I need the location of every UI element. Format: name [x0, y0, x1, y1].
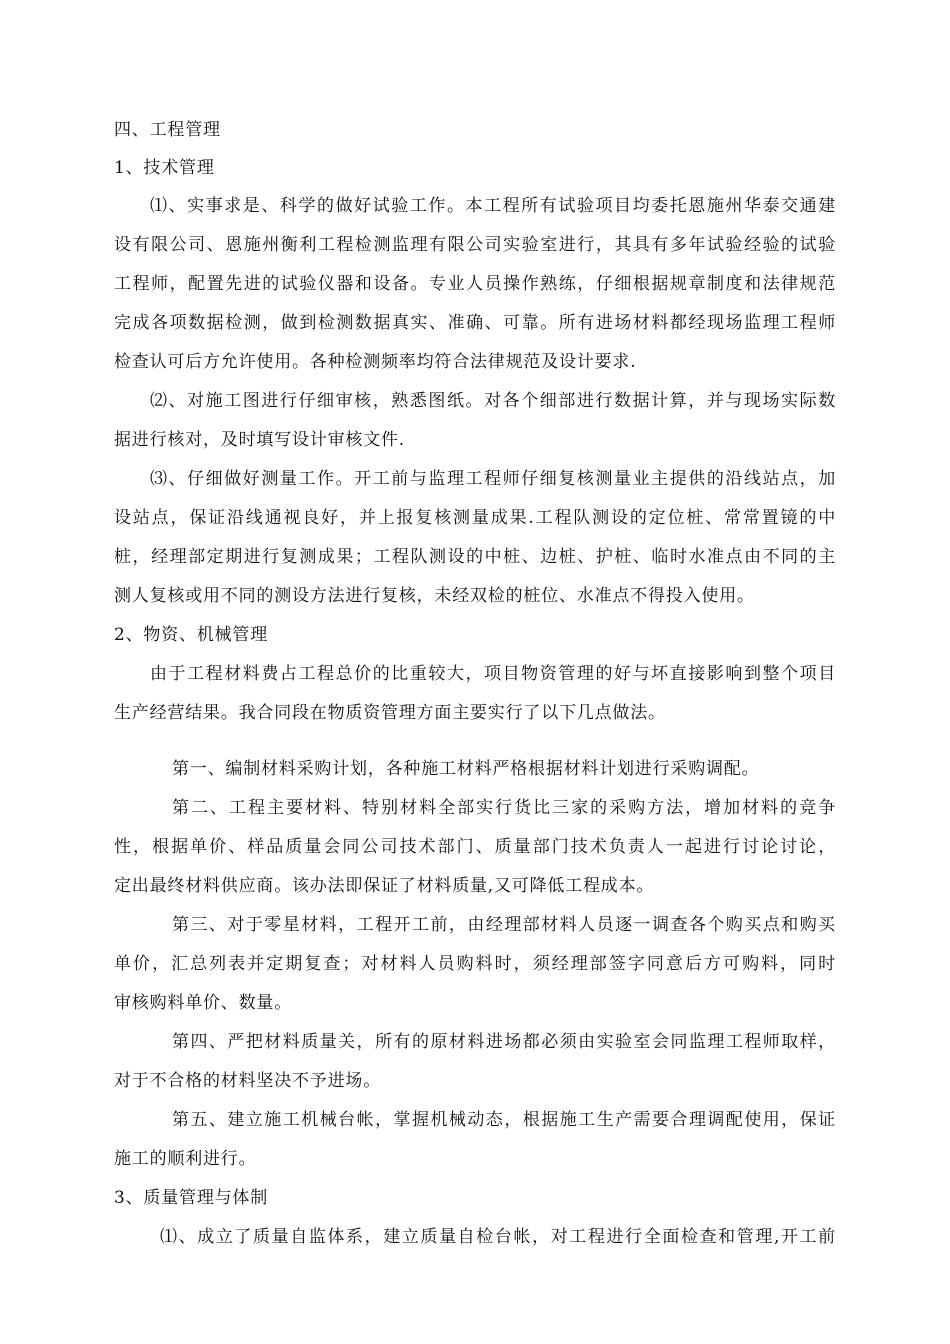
materials-item5-line: 施工的顺利进行。 — [114, 1149, 257, 1169]
materials-item3-line: 审核购料单价、数量。 — [114, 993, 292, 1013]
materials-intro-line: 由于工程材料费占工程总价的比重较大，项目物资管理的好与坏直接影响到整个项目 — [150, 664, 836, 684]
tech-p3-line: ⑶、仔细做好测量工作。开工前与监理工程师仔细复核测量业主提供的沿线站点，加 — [150, 469, 836, 489]
tech-p1-line: 设有限公司、恩施州衡利工程检测监理有限公司实验室进行，其具有多年试验经验的试验 — [114, 235, 836, 255]
tech-p1-line: 工程师，配置先进的试验仪器和设备。专业人员操作熟练，仔细根据规章制度和法律规范 — [114, 274, 836, 294]
tech-p1-line: 检查认可后方允许使用。各种检测频率均符合法律规范及设计要求. — [114, 352, 637, 372]
materials-item4-line: 第四、严把材料质量关，所有的原材料进场都必须由实验室会同监理工程师取样， — [172, 1032, 836, 1052]
tech-p1-line: ⑴、实事求是、科学的做好试验工作。本工程所有试验项目均委托恩施州华泰交通建 — [150, 196, 836, 216]
tech-p1-line: 完成各项数据检测，做到检测数据真实、准确、可靠。所有进场材料都经现场监理工程师 — [114, 313, 836, 333]
tech-p2-line: ⑵、对施工图进行仔细审核，熟悉图纸。对各个细部进行数据计算，并与现场实际数 — [150, 391, 836, 411]
tech-p3-line: 桩，经理部定期进行复测成果；工程队测设的中桩、边桩、护桩、临时水准点由不同的主 — [114, 547, 836, 567]
tech-p3-line: 测人复核或用不同的测设方法进行复核，未经双检的桩位、水准点不得投入使用。 — [114, 586, 755, 606]
heading-materials-management: 2、物资、机械管理 — [114, 625, 269, 645]
materials-item2-line: 定出最终材料供应商。该办法即保证了材料质量,又可降低工程成本。 — [114, 876, 655, 896]
materials-item2-line: 性，根据单价、样品质量会同公司技术部门、质量部门技术负责人一起进行讨论讨论， — [114, 837, 836, 857]
tech-p3-line: 设站点，保证沿线通视良好，并上报复核测量成果.工程队测设的定位桩、常常置镜的中 — [114, 508, 836, 528]
section-title: 四、工程管理 — [114, 120, 221, 140]
materials-intro-line: 生产经营结果。我合同段在物质资管理方面主要实行了以下几点做法。 — [114, 703, 666, 723]
materials-item5-line: 第五、建立施工机械台帐，掌握机械动态，根据施工生产需要合理调配使用，保证 — [172, 1110, 836, 1130]
materials-item4-line: 对于不合格的材料坚决不予进场。 — [114, 1071, 381, 1091]
materials-item3-line: 单价，汇总列表并定期复查；对材料人员购料时，须经理部签字同意后方可购料，同时 — [114, 954, 836, 974]
heading-quality-management: 3、质量管理与体制 — [114, 1188, 269, 1208]
tech-p2-line: 据进行核对，及时填写设计审核文件. — [114, 430, 406, 450]
materials-item1-line: 第一、编制材料采购计划，各种施工材料严格根据材料计划进行采购调配。 — [172, 759, 760, 779]
materials-item2-line: 第二、工程主要材料、特别材料全部实行货比三家的采购方法，增加材料的竞争 — [172, 798, 836, 818]
heading-tech-management: 1、技术管理 — [114, 158, 215, 178]
materials-item3-line: 第三、对于零星材料，工程开工前，由经理部材料人员逐一调查各个购买点和购买 — [172, 915, 836, 935]
quality-p1-line: ⑴、成立了质量自监体系，建立质量自检台帐，对工程进行全面检查和管理,开工前 — [160, 1227, 836, 1247]
